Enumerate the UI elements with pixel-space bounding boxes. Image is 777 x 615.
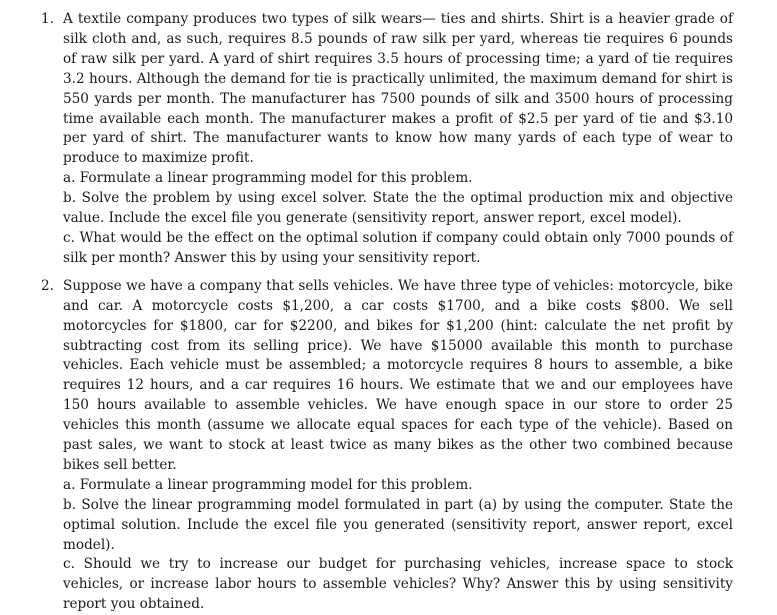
problem-statement: A textile company produces two types of silk wears— ties and shirts. Shirt is a heavier grade of silk cloth and, as such, requires 8.5 pounds of raw silk per yard, whereas tie requires 6 pounds of raw silk per yard. A yard of shirt requires 3.5 hours of processing time; a yard of tie requires 3.2 hours. Although the demand for tie is practically unlimited, the maximum demand for shirt is 550 yards per month. The manufacturer has 7500 pounds of silk and 3500 hours of processing time available each month. The manufacturer makes a profit of $2.5 per yard of tie and $3.10 per yard of shirt. The manufacturer wants to know how many yards of each type of wear to produce to maximize profit. [63, 11, 733, 167]
sub-question-b: b. Solve the problem by using excel solver. State the the optimal production mix and objective value. Include the excel file you generate (sensitivity report, answer report, excel model). [63, 190, 733, 227]
sub-question-a: a. Formulate a linear programming model for this problem. [63, 476, 473, 493]
sub-question-a: a. Formulate a linear programming model for this problem. [63, 170, 473, 187]
document-page [0, 10, 777, 615]
sub-question-c: c. Should we try to increase our budget for purchasing vehicles, increase space to stock vehicles, or increase labor hours to assemble vehicles? Why? Answer this by using sensitivity report you obtained. [63, 556, 733, 613]
sub-question-c: c. What would be the effect on the optimal solution if company could obtain only 7000 pounds of silk per month? Answer this by using your sensitivity report. [63, 229, 733, 266]
problem-1 [0, 10, 777, 269]
problem-statement: Suppose we have a company that sells vehicles. We have three type of vehicles: motorcycle, bike and car. A motorcycle costs $1,200, a car costs $1700, and a bike costs $800. We sell motorcycles for $1800, car for $2200, and bikes for $1,200 (hint: calculate the net profit by subtracting cost from its selling price). We have $15000 available this month to purchase vehicles. Each vehicle must be assembled; a motorcycle requires 8 hours to assemble, a bike requires 12 hours, and a car requires 16 hours. We estimate that we and our employees have 150 hours available to assemble vehicles. We have enough space in our store to order 25 vehicles this month (assume we allocate equal spaces for each type of the vehicle). Based on past sales, we want to stock at least twice as many bikes as the other two combined because bikes sell better. [63, 277, 733, 473]
sub-question-b: b. Solve the linear programming model formulated in part (a) by using the computer. State the optimal solution. Include the excel file you generated (sensitivity report, answer report, excel model). [63, 496, 733, 553]
problem-2 [0, 277, 777, 615]
problem-number: 2. [41, 277, 54, 294]
problem-number: 1. [41, 11, 54, 27]
